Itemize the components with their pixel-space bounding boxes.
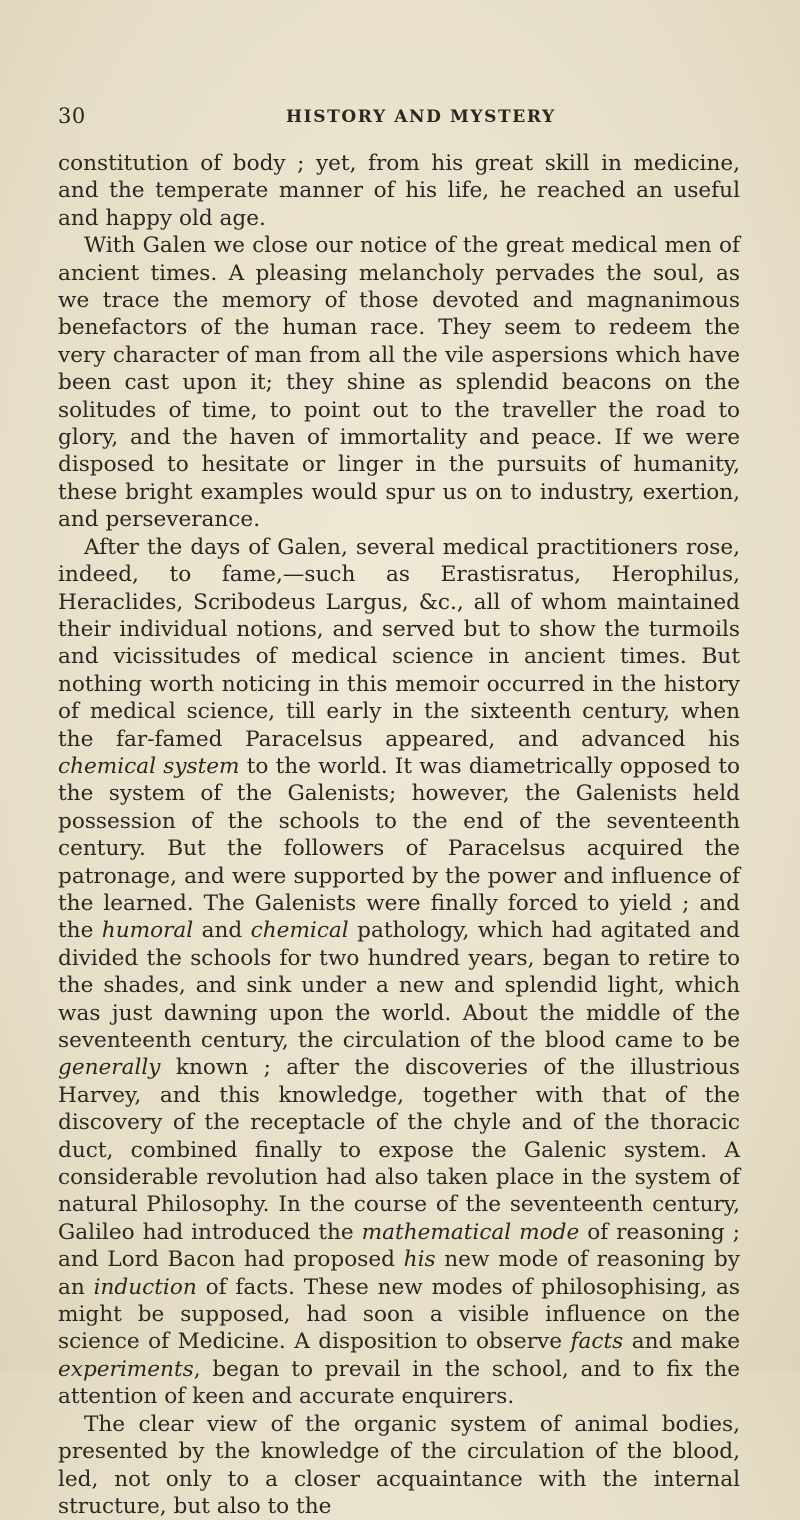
text-run: new mode of reasoning by an <box>58 1247 740 1300</box>
running-head <box>58 104 738 134</box>
text-run: and <box>193 918 251 944</box>
text-run: of facts. These new modes of philosophising, as might be supposed, had soon a visible influence on the science of Medicine. A disposition to observe <box>58 1274 740 1355</box>
paragraph <box>58 1411 740 1520</box>
italic-run: mathematical mode <box>361 1219 580 1245</box>
text-run: With Galen we close our notice of the great medical men of ancient times. A pleasing melancholy pervades the soul, as we trace the memory of those devoted and magnanimous benefactors of the human race. They seem to redeem the very character of man from all the vile aspersions which have been cast upon it; they shine as splendid beacons on the solitudes of time, to point out to the traveller the road to glory, and the haven of immortality and peace. If we were disposed to hesitate or linger in the pursuits of humanity, these bright examples would spur us on to industry, exertion, and perseverance. <box>58 233 740 533</box>
text-run: pathology, which had agitated and divided the schools for two hundred years, began to retire to the shades, and sink under a new and splendid light, which was just dawning upon the world. About the middle of the seventeenth century, the circulation of the blood came to be <box>58 918 740 1053</box>
text-run: The clear view of the organic system of animal bodies, presented by the knowledge of the circulation of the blood, led, not only to a closer acquaintance with the internal structure, but also to the <box>58 1411 740 1519</box>
italic-run: humoral <box>101 918 194 944</box>
paragraph <box>58 534 740 1411</box>
italic-run: experiments <box>58 1356 194 1382</box>
italic-run: induction <box>93 1274 197 1300</box>
running-title: HISTORY AND MYSTERY <box>286 107 556 127</box>
paragraph <box>58 232 740 533</box>
paragraph <box>58 150 740 232</box>
text-run: known ; after the discoveries of the illustrious Harvey, and this knowledge, together with that of the discovery of the receptacle of the chyle and of the thoracic duct, combined finally to expose the Galenic system. A considerable revolution had also taken place in the system of natural Philosophy. In the course of the seventeenth century, Galileo had introduced the <box>58 1055 740 1245</box>
italic-run: his <box>403 1247 436 1273</box>
text-run: to the world. It was diametrically opposed to the system of the Galenists; however, the Galenists held possession of the schools to the end of the seventeenth century. But the followers of Paracelsus acquired the patronage, and were supported by the power and influence of the learned. The Galenists were finally forced to yield ; and the <box>58 753 740 944</box>
body-text <box>58 150 740 1520</box>
page-number: 30 <box>58 104 86 128</box>
text-run: and make <box>623 1329 740 1355</box>
text-run: of reasoning ; and Lord Bacon had proposed <box>58 1219 740 1273</box>
italic-run: chemical <box>250 918 349 944</box>
text-run: After the days of Galen, several medical practitioners rose, indeed, to fame,—such as Erastisratus, Herophilus, Heraclides, Scribodeus Largus, &c., all of whom maintained their individual notions, and served but to show the turmoils and vicissitudes of medical science in ancient times. But nothing worth noticing in this memoir occurred in the history of medical science, till early in the sixteenth century, when the far-famed Paracelsus appeared, and advanced his <box>58 534 740 752</box>
italic-run: facts <box>570 1329 624 1355</box>
text-run: constitution of body ; yet, from his great skill in medicine, and the temperate manner of his life, he reached an useful and happy old age. <box>58 151 740 231</box>
italic-run: generally <box>58 1055 161 1081</box>
text-run: , began to prevail in the school, and to fix the attention of keen and accurate enquirers. <box>58 1356 740 1410</box>
italic-run: chemical system <box>58 753 240 779</box>
